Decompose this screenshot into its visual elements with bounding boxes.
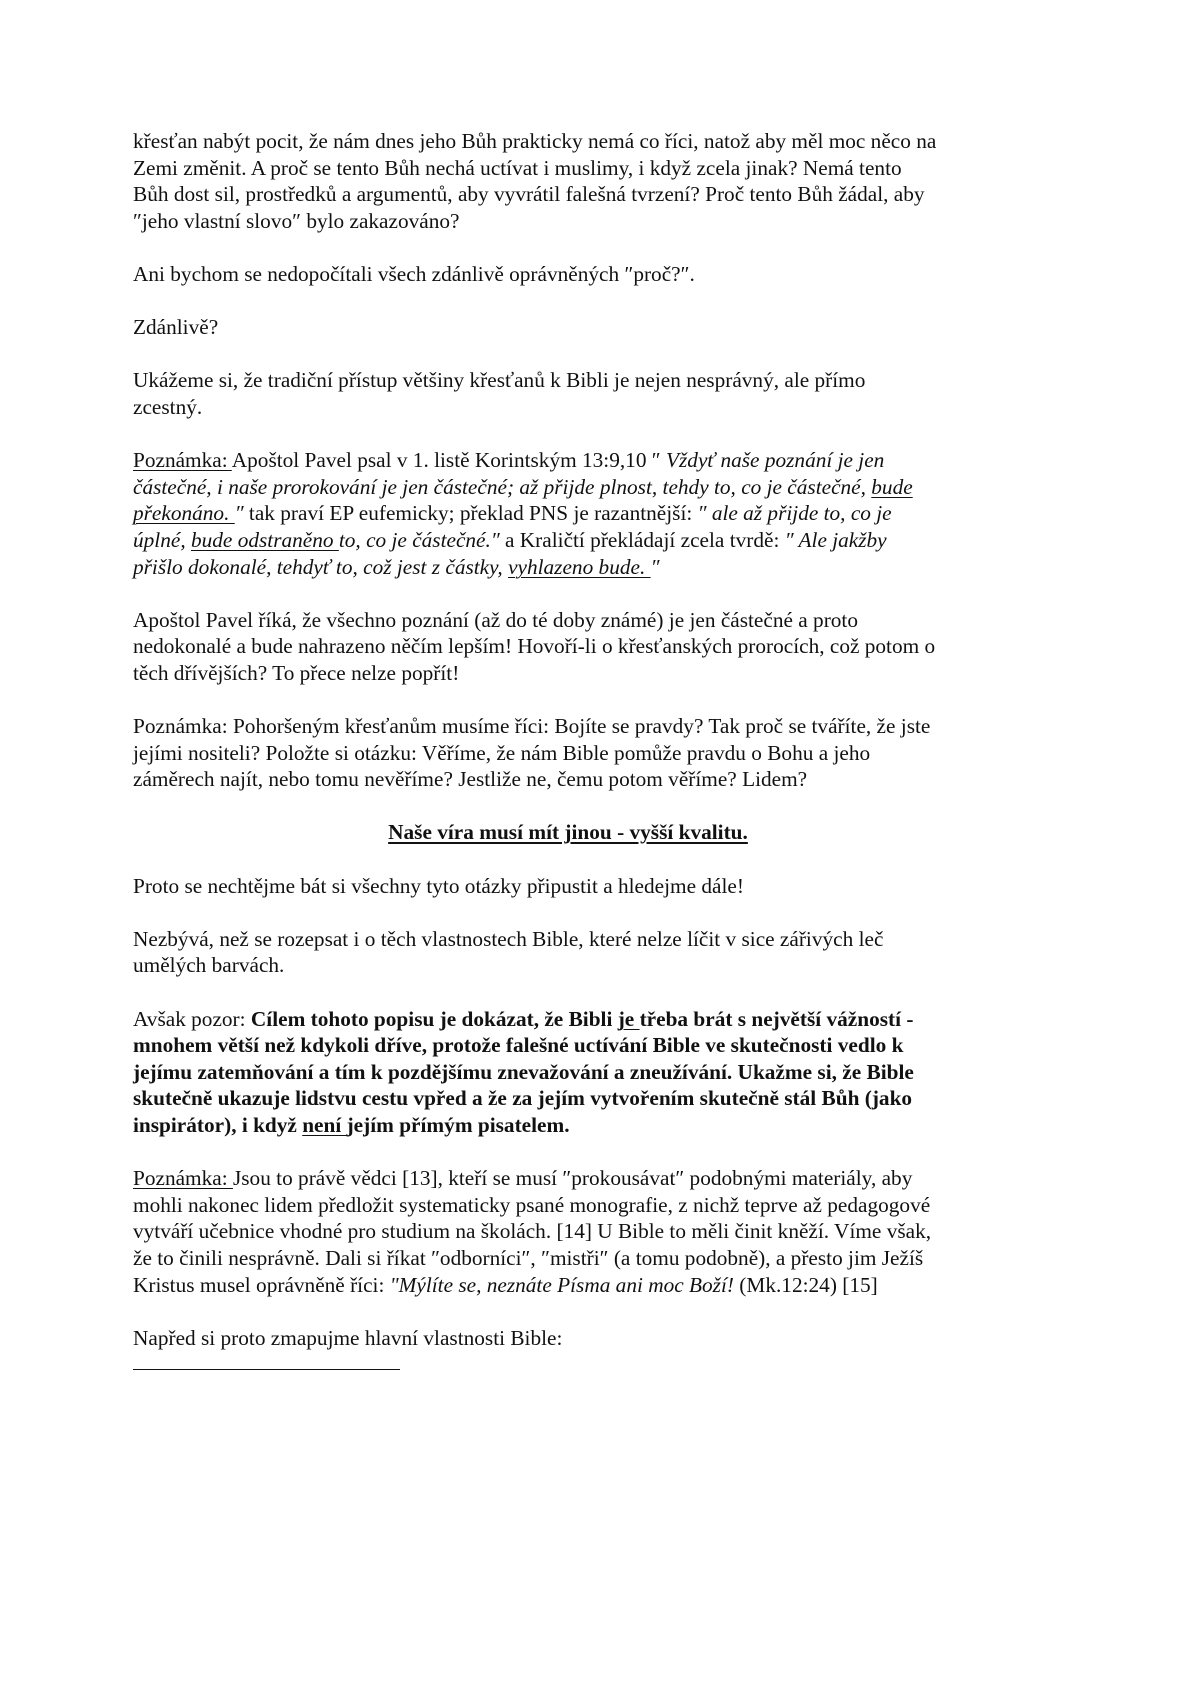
text-line: těch dřívějších? To přece nelze popřít!: [133, 660, 460, 685]
text-line: že to činili nesprávně. Dali si říkat ″odborníci″, ″mistři″ (a tomu podobně), a přesto jim Ježíš: [133, 1245, 924, 1270]
text-run: tak praví EP eufemicky; překlad PNS je razantnější:: [243, 501, 698, 526]
underlined-quote: překonáno.: [133, 501, 235, 526]
text-line: [133, 1006, 1063, 1033]
quote-text: Vždyť naše poznání je jen: [666, 448, 885, 473]
text-line: [133, 554, 1063, 581]
paragraph-why: [133, 261, 1063, 288]
text-line: umělých barvách.: [133, 953, 285, 978]
note-scientists: [133, 1165, 1063, 1298]
text-line: skutečně ukazuje lidstvu cestu vpřed a že za jejím vytvořením skutečně stál Bůh (jako: [133, 1086, 913, 1111]
text-line: mnohem větší než kdykoli dříve, protože falešné uctívání Bible ve skutečnosti vedlo k: [133, 1033, 904, 1058]
quote-mark: ″: [650, 554, 660, 579]
text-line: zcestný.: [133, 394, 203, 419]
text-run: Kristus musel oprávněně říci:: [133, 1272, 390, 1297]
quote-text: úplné,: [133, 527, 191, 552]
paragraph-goal: [133, 1006, 1063, 1139]
text-line: Zdánlivě?: [133, 315, 219, 340]
bold-text: Cílem tohoto popisu je dokázat, že Bibli: [250, 1006, 618, 1031]
note-offended-christians: [133, 713, 1063, 793]
reference-citation: (Mk.12:24) [15]: [733, 1272, 878, 1297]
text-line: Napřed si proto zmapujme hlavní vlastnosti Bible:: [133, 1325, 563, 1350]
quote-text: to, co je částečné.″: [338, 527, 500, 552]
note-label: Poznámka:: [133, 448, 232, 473]
text-line: Ukážeme si, že tradiční přístup většiny křesťanů k Bibli je nejen nesprávný, ale přímo: [133, 368, 866, 393]
text-line: [133, 527, 1063, 554]
paragraph-paul-says: [133, 607, 1063, 687]
text-line: Nezbývá, než se rozepsat i o těch vlastnostech Bible, které nelze líčit v sice zářivých leč: [133, 926, 884, 951]
paragraph-dont-fear: [133, 873, 1063, 900]
paragraph-intro-questions: [133, 128, 1063, 234]
text-run: Apoštol Pavel psal v 1. listě Korintským 13:9,10 ″: [231, 448, 666, 473]
quote-text: částečné, i naše prorokování je jen částečné; až přijde plnost, tehdy to, co je částečné,: [133, 474, 872, 499]
text-run: Jsou to právě vědci [13], kteří se musí ″prokousávat″ podobnými materiály, aby: [232, 1166, 913, 1191]
text-line: záměrech najít, nebo tomu nevěříme? Jestliže ne, čemu potom věříme? Lidem?: [133, 767, 808, 792]
text-line: [133, 1272, 1063, 1299]
note-corinthians: [133, 447, 1063, 580]
text-line: [133, 500, 1063, 527]
text-line: Poznámka: Pohoršeným křesťanům musíme říci: Bojíte se pravdy? Tak proč se tváříte, že jste: [133, 714, 931, 739]
text-line: Ani bychom se nedopočítali všech zdánlivě oprávněných ″proč?″.: [133, 261, 695, 286]
text-line: jejími nositeli? Položte si otázku: Věříme, že nám Bible pomůže pravdu o Bohu a jeho: [133, 740, 871, 765]
text-line: Zemi změnit. A proč se tento Bůh nechá uctívat i muslimy, i když zcela jinak? Nemá tento: [133, 155, 902, 180]
underlined-quote: vyhlazeno bude.: [508, 554, 651, 579]
text-line: ″jeho vlastní slovo″ bylo zakazováno?: [133, 208, 460, 233]
text-line: jejímu zatemňování a tím k pozdějšímu znevažování a zneužívání. Ukažme si, že Bible: [133, 1059, 914, 1084]
text-line: křesťan nabýt pocit, že nám dnes jeho Bůh prakticky nemá co říci, natož aby měl moc něco na: [133, 129, 937, 153]
quote-text: ″ Ale jakžby: [784, 527, 887, 552]
text-run: a Kraličtí překládají zcela tvrdě:: [499, 527, 785, 552]
text-line: [133, 1165, 1063, 1192]
paragraph-seemingly: [133, 314, 1063, 341]
text-line: [133, 447, 1063, 474]
document-page: [133, 128, 1063, 1370]
paragraph-properties: [133, 926, 1063, 979]
note-label: Poznámka:: [133, 1166, 233, 1191]
text-line: [133, 1112, 1063, 1139]
quote-mark: ″: [234, 501, 244, 526]
text-line: Proto se nechtějme bát si všechny tyto otázky připustit a hledejme dále!: [133, 873, 744, 898]
quote-text: ″ ale až přijde to, co je: [697, 501, 892, 526]
text-line: Bůh dost sil, prostředků a argumentů, aby vyvrátil falešná tvrzení? Proč tento Bůh žádal, aby: [133, 182, 925, 207]
paragraph-traditional-approach: [133, 367, 1063, 420]
bold-underlined-text: je: [617, 1006, 640, 1031]
text-run: Avšak pozor:: [133, 1006, 251, 1031]
bold-underlined-text: není: [302, 1112, 347, 1137]
bold-text: třeba brát s největší vážností -: [639, 1006, 914, 1031]
text-line: nedokonalé a bude nahrazeno něčím lepším! Hovoří-li o křesťanských prorocích, což potom o: [133, 634, 936, 659]
underlined-quote: bude: [871, 474, 913, 499]
text-line: [133, 474, 1063, 501]
bold-text: jejím přímým pisatelem.: [346, 1112, 570, 1137]
text-line: mohli nakonec lidem předložit systematicky psané monografie, z nichž teprve až pedagogové: [133, 1192, 931, 1217]
text-line: vytváří učebnice vhodné pro studium na školách. [14] U Bible to měli činit kněží. Víme však,: [133, 1219, 932, 1244]
footnote-separator: [133, 1369, 400, 1370]
quote-text: "Mýlíte se, neznáte Písma ani moc Boží!: [389, 1272, 734, 1297]
text-line: Apoštol Pavel říká, že všechno poznání (až do té doby známé) je jen částečné a proto: [133, 607, 858, 632]
bold-text: inspirátor), i když: [133, 1112, 303, 1137]
section-heading: Naše víra musí mít jinou - vyšší kvalitu.: [388, 820, 748, 845]
quote-text: přišlo dokonalé, tehdyť to, což jest z částky,: [133, 554, 509, 579]
paragraph-map-properties: [133, 1325, 1063, 1352]
underlined-quote: bude odstraněno: [190, 527, 339, 552]
